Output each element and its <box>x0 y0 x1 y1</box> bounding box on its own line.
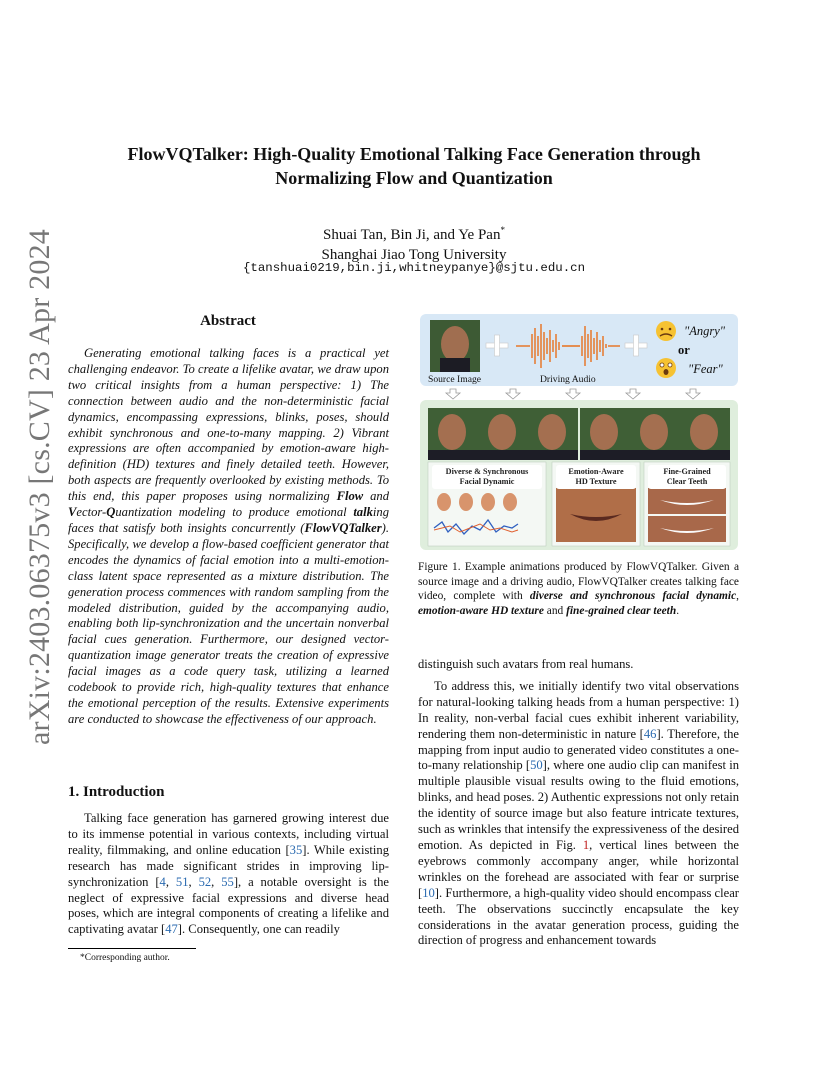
title-line-2: Normalizing Flow and Quantization <box>275 168 553 188</box>
arxiv-stamp: arXiv:2403.06375v3 [cs.CV] 23 Apr 2024 <box>23 229 56 745</box>
or-label: or <box>678 343 690 357</box>
caption-bold-3: fine-grained clear teeth <box>566 604 677 617</box>
caption-bold-2: emotion-aware HD texture <box>418 604 544 617</box>
panel1-line1: Diverse & Synchronous <box>445 467 529 476</box>
caption-text-4: . <box>676 604 680 617</box>
caption-text-1: Figure 1. Example animations produced by FlowVQTalker. Given a source image and a driving audio, FlowVQTalker creates talking face video, complete with <box>418 561 739 603</box>
driving-audio-label: Driving Audio <box>540 374 596 385</box>
footnote-rule <box>68 948 196 949</box>
footnote: *Corresponding author. <box>80 953 170 963</box>
intro-text: Talking face generation has garnered growing interest due to its immense potential in various contexts, including virtual reality, filmmaking, and online education [35]. While existing research has made significant strides in improving lip-synchronization [4, 51, 52, 55], a notable oversight is the neglect of expressive facial expressions and diverse head poses, which are integral components of creating a lifelike and captivating avatar [47]. Consequently, one can readily <box>68 811 390 937</box>
caption-text-2: , <box>736 590 739 603</box>
affiliation: Shanghai Jiao Tong University <box>321 247 507 263</box>
author-block <box>70 220 758 265</box>
source-image-label: Source Image <box>428 374 482 385</box>
panel2-line1: Emotion-Aware <box>568 467 624 476</box>
angry-label: "Angry" <box>684 324 726 338</box>
caption-text-3: and <box>543 604 567 617</box>
right-column-text: distinguish such avatars from real humans. To address this, we initially identify two vital observations for natural-looking talking heads from a human perspective: 1) In reality, non-verbal facial cues exhibit inherent variability, rendering them non-deterministic in nature [46]. Therefore, the mapping from input audio to generated video constitutes a one-to-many relationship [50], where one audio clip can manifest in multiple plausible visual results owing to the fluid emotions, blinks, and head poses. 2) Authentic expressions not only retain the identity of source image but also feature intricate textures, such as wrinkles that intensify the expressiveness of the desired emotion. As depicted in Fig. 1, vertical lines between the eyebrows commonly accompany anger, while horizontal wrinkles on the forehead are associated with fear or surprise [10]. Furthermore, a high-quality video should encompass clear teeth. The observations succinctly encapsulate the key considerations in the avatar generation process, guiding the direction of progress and enhancement towards <box>418 657 739 948</box>
figure-1 <box>420 314 738 550</box>
panel-hd-texture-label <box>556 465 636 489</box>
panel3-line2: Clear Teeth <box>666 477 708 486</box>
abstract-text: Generating emotional talking faces is a practical yet challenging endeavor. To create a lifelike avatar, we draw upon two critical insights from a human perspective: 1) The connection between audio and the non-deterministic facial dynamics, encompassing expressions, blinks, poses, should exhibit synchronous and one-to-many mapping. 2) Vibrant expressions are often accompanied by emotion-aware high-definition (HD) textures and finely detailed teeth. However, both aspects are frequently overlooked by existing methods. To this end, this paper proposes using normalizing Flow and Vector-Quantization modeling to produce emotional talking faces that satisfy both insights concurrently (FlowVQTalker). Specifically, we develop a flow-based coefficient generator that encodes the dynamics of facial emotion into a multi-emotion-class latent space represented as a mixture distribution. The generation process commences with random sampling from the modeled distribution, guided by the accompanying audio, enabling both lip-synchronization and the uncertain nonverbal facial cues generation. Furthermore, our designed vector-quantization image generator treats the creation of expressive facial images as a code query task, utilizing a learned codebook to provide rich, high-quality textures that enhance the emotional perception of the results. Extensive experiments are conducted to showcase the effectiveness of our approach. <box>68 346 389 726</box>
panel-facial-dynamic-label <box>432 465 542 489</box>
authors: Shuai Tan, Bin Ji, and Ye Pan <box>323 227 501 243</box>
panel-clear-teeth-label <box>648 465 726 489</box>
panel3-line1: Fine-Grained <box>663 467 711 476</box>
intro-heading: 1. Introduction <box>68 784 165 800</box>
figure-graphic <box>420 314 738 550</box>
abstract-heading: Abstract <box>200 313 256 329</box>
title-line-1: FlowVQTalker: High-Quality Emotional Talking Face Generation through <box>127 144 701 164</box>
caption-bold-1: diverse and synchronous facial dynamic <box>529 590 737 603</box>
figure-caption <box>418 560 739 618</box>
fear-label: "Fear" <box>688 362 723 376</box>
emails: {tanshuai0219,bin.ji,whitneypanye}@sjtu.edu.cn <box>242 261 586 275</box>
paper-title <box>70 142 758 190</box>
author-mark: * <box>500 225 505 235</box>
panel2-line2: HD Texture <box>575 477 617 486</box>
panel1-line2: Facial Dynamic <box>459 477 515 486</box>
